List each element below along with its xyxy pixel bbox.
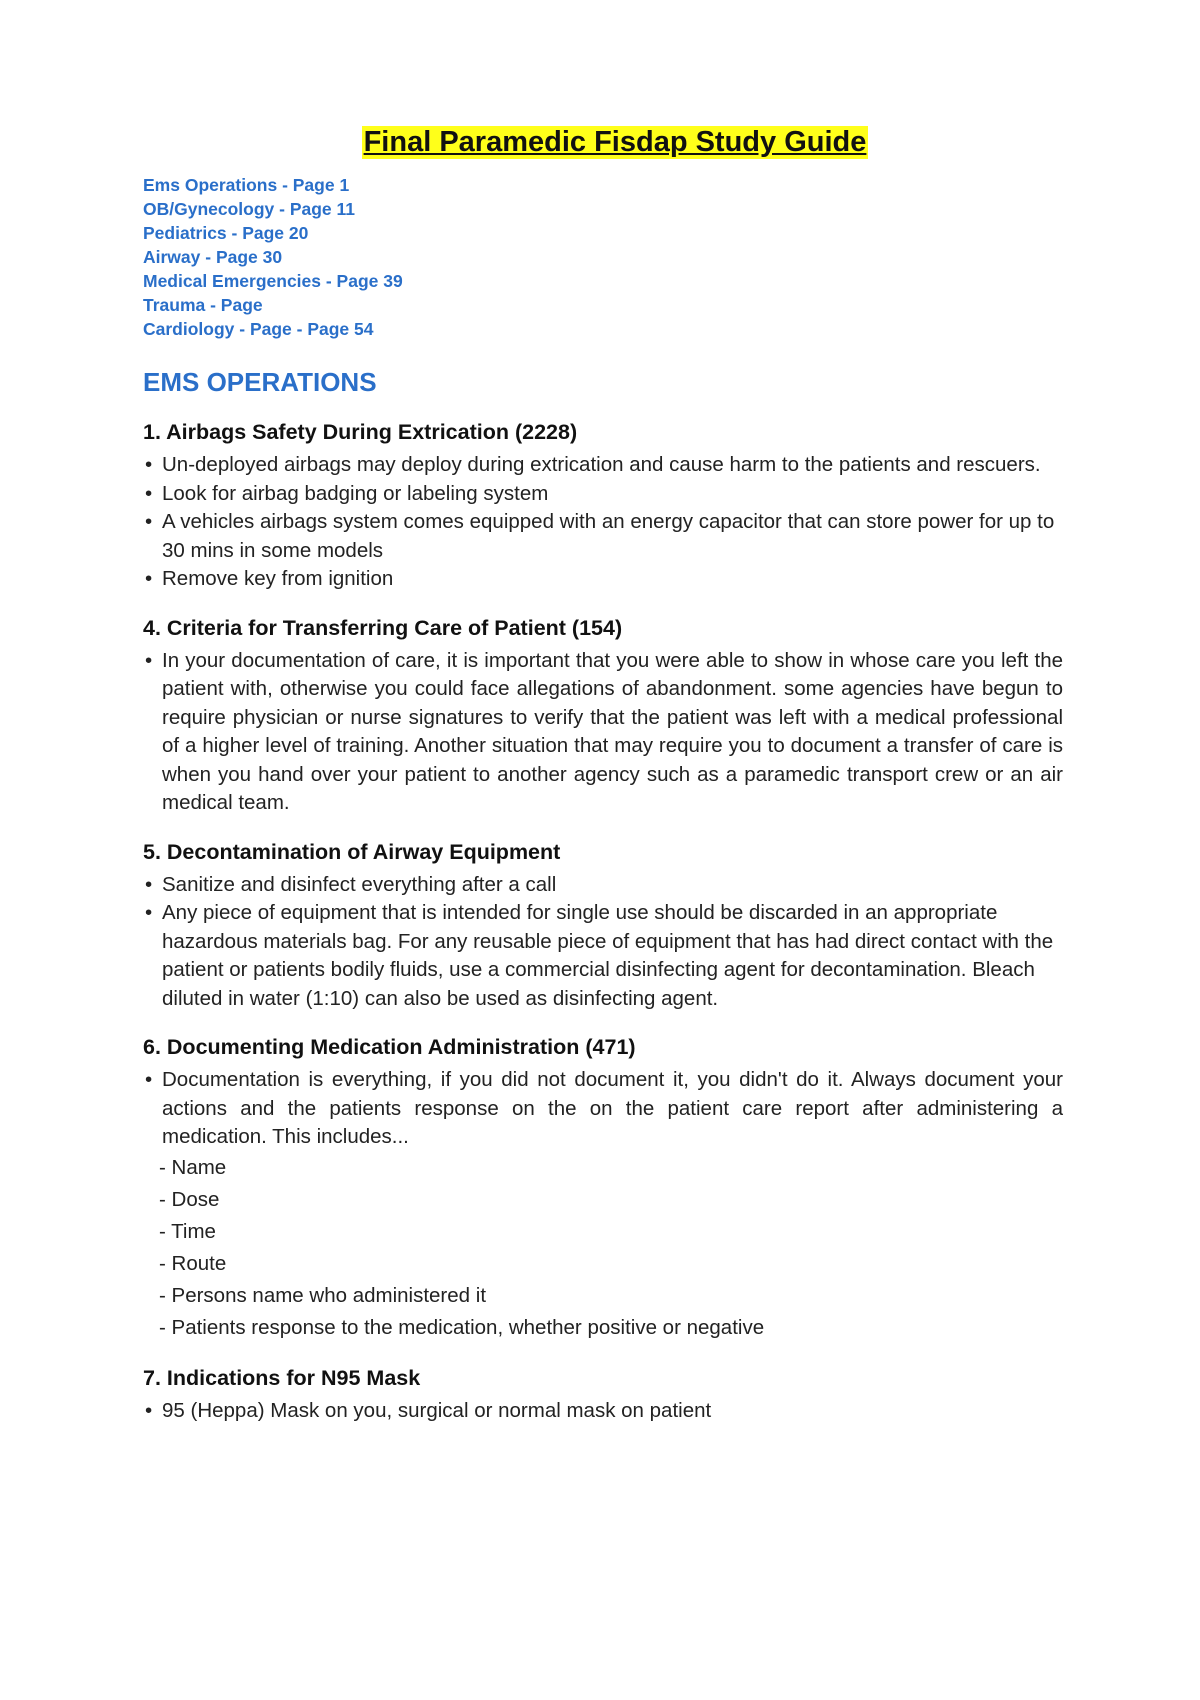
sub-item: - Time [159,1219,216,1243]
sub-item: - Dose [159,1187,220,1211]
item-n95-mask [143,1366,1063,1426]
item-title: 5. Decontamination of Airway Equipment [143,839,561,864]
toc-link-medical-emergencies[interactable]: Medical Emergencies - Page 39 [143,271,403,291]
title-wrap [143,126,1063,159]
document-title: Final Paramedic Fisdap Study Guide [363,126,867,158]
toc-link-cardiology[interactable]: Cardiology - Page - Page 54 [143,319,374,339]
item-decontamination [143,840,1063,1014]
item-title: 4. Criteria for Transferring Care of Patient (154) [143,615,623,640]
bullet-point: • Remove key from ignition [143,565,1063,594]
bullet-point: • Un-deployed airbags may deploy during extrication and cause harm to the patients and rescuers. [143,451,1063,480]
item-title: 6. Documenting Medication Administration (471) [143,1035,636,1059]
table-of-contents [143,173,1063,341]
bullet-point: • Look for airbag badging or labeling system [143,480,1063,509]
bullet-point: • In your documentation of care, it is important that you were able to show in whose care you left the patient with, otherwise you could face allegations of abandonment. some agencies have begun to require physician or nurse signatures to verify that the patient was left with a medical professional of a higher level of training. Another situation that may require you to document a transfer of care is when you hand over your patient to another agency such as a paramedic transport crew or an air medical team. [143,647,1063,818]
bullet-point: • Sanitize and disinfect everything after a call [143,871,1063,900]
item-title: 1. Airbags Safety During Extrication (2228) [143,420,578,444]
section-heading: EMS OPERATIONS [143,367,377,397]
item-title: 7. Indications for N95 Mask [143,1365,421,1390]
toc-link-ob-gynecology[interactable]: OB/Gynecology - Page 11 [143,199,356,219]
toc-link-pediatrics[interactable]: Pediatrics - Page 20 [143,223,309,243]
toc-link-ems-operations[interactable]: Ems Operations - Page 1 [143,175,350,195]
item-documenting-medication [143,1035,1063,1344]
toc-link-trauma[interactable]: Trauma - Page [143,295,263,315]
document-page [143,126,1063,1425]
sub-item: - Patients response to the medication, whether positive or negative [159,1315,765,1339]
bullet-point: • 95 (Heppa) Mask on you, surgical or normal mask on patient [143,1397,1063,1426]
bullet-point: • Any piece of equipment that is intended for single use should be discarded in an appropriate hazardous materials bag. For any reusable piece of equipment that has had direct contact with the patient or patients bodily fluids, use a commercial disinfecting agent for decontamination. Bleach diluted in water (1:10) can also be used as disinfecting agent. [143,899,1063,1013]
toc-link-airway[interactable]: Airway - Page 30 [143,247,283,267]
bullet-point: • A vehicles airbags system comes equipped with an energy capacitor that can store power for up to 30 mins in some models [143,508,1063,565]
bullet-point: • Documentation is everything, if you did not document it, you didn't do it. Always document your actions and the patients response on the on the patient care report after administering a medication. This includes... [143,1066,1063,1152]
item-transferring-care [143,616,1063,818]
sub-item: - Name [159,1155,227,1179]
sub-item: - Persons name who administered it [159,1283,487,1307]
item-airbags-safety [143,420,1063,594]
sub-item: - Route [159,1251,227,1275]
